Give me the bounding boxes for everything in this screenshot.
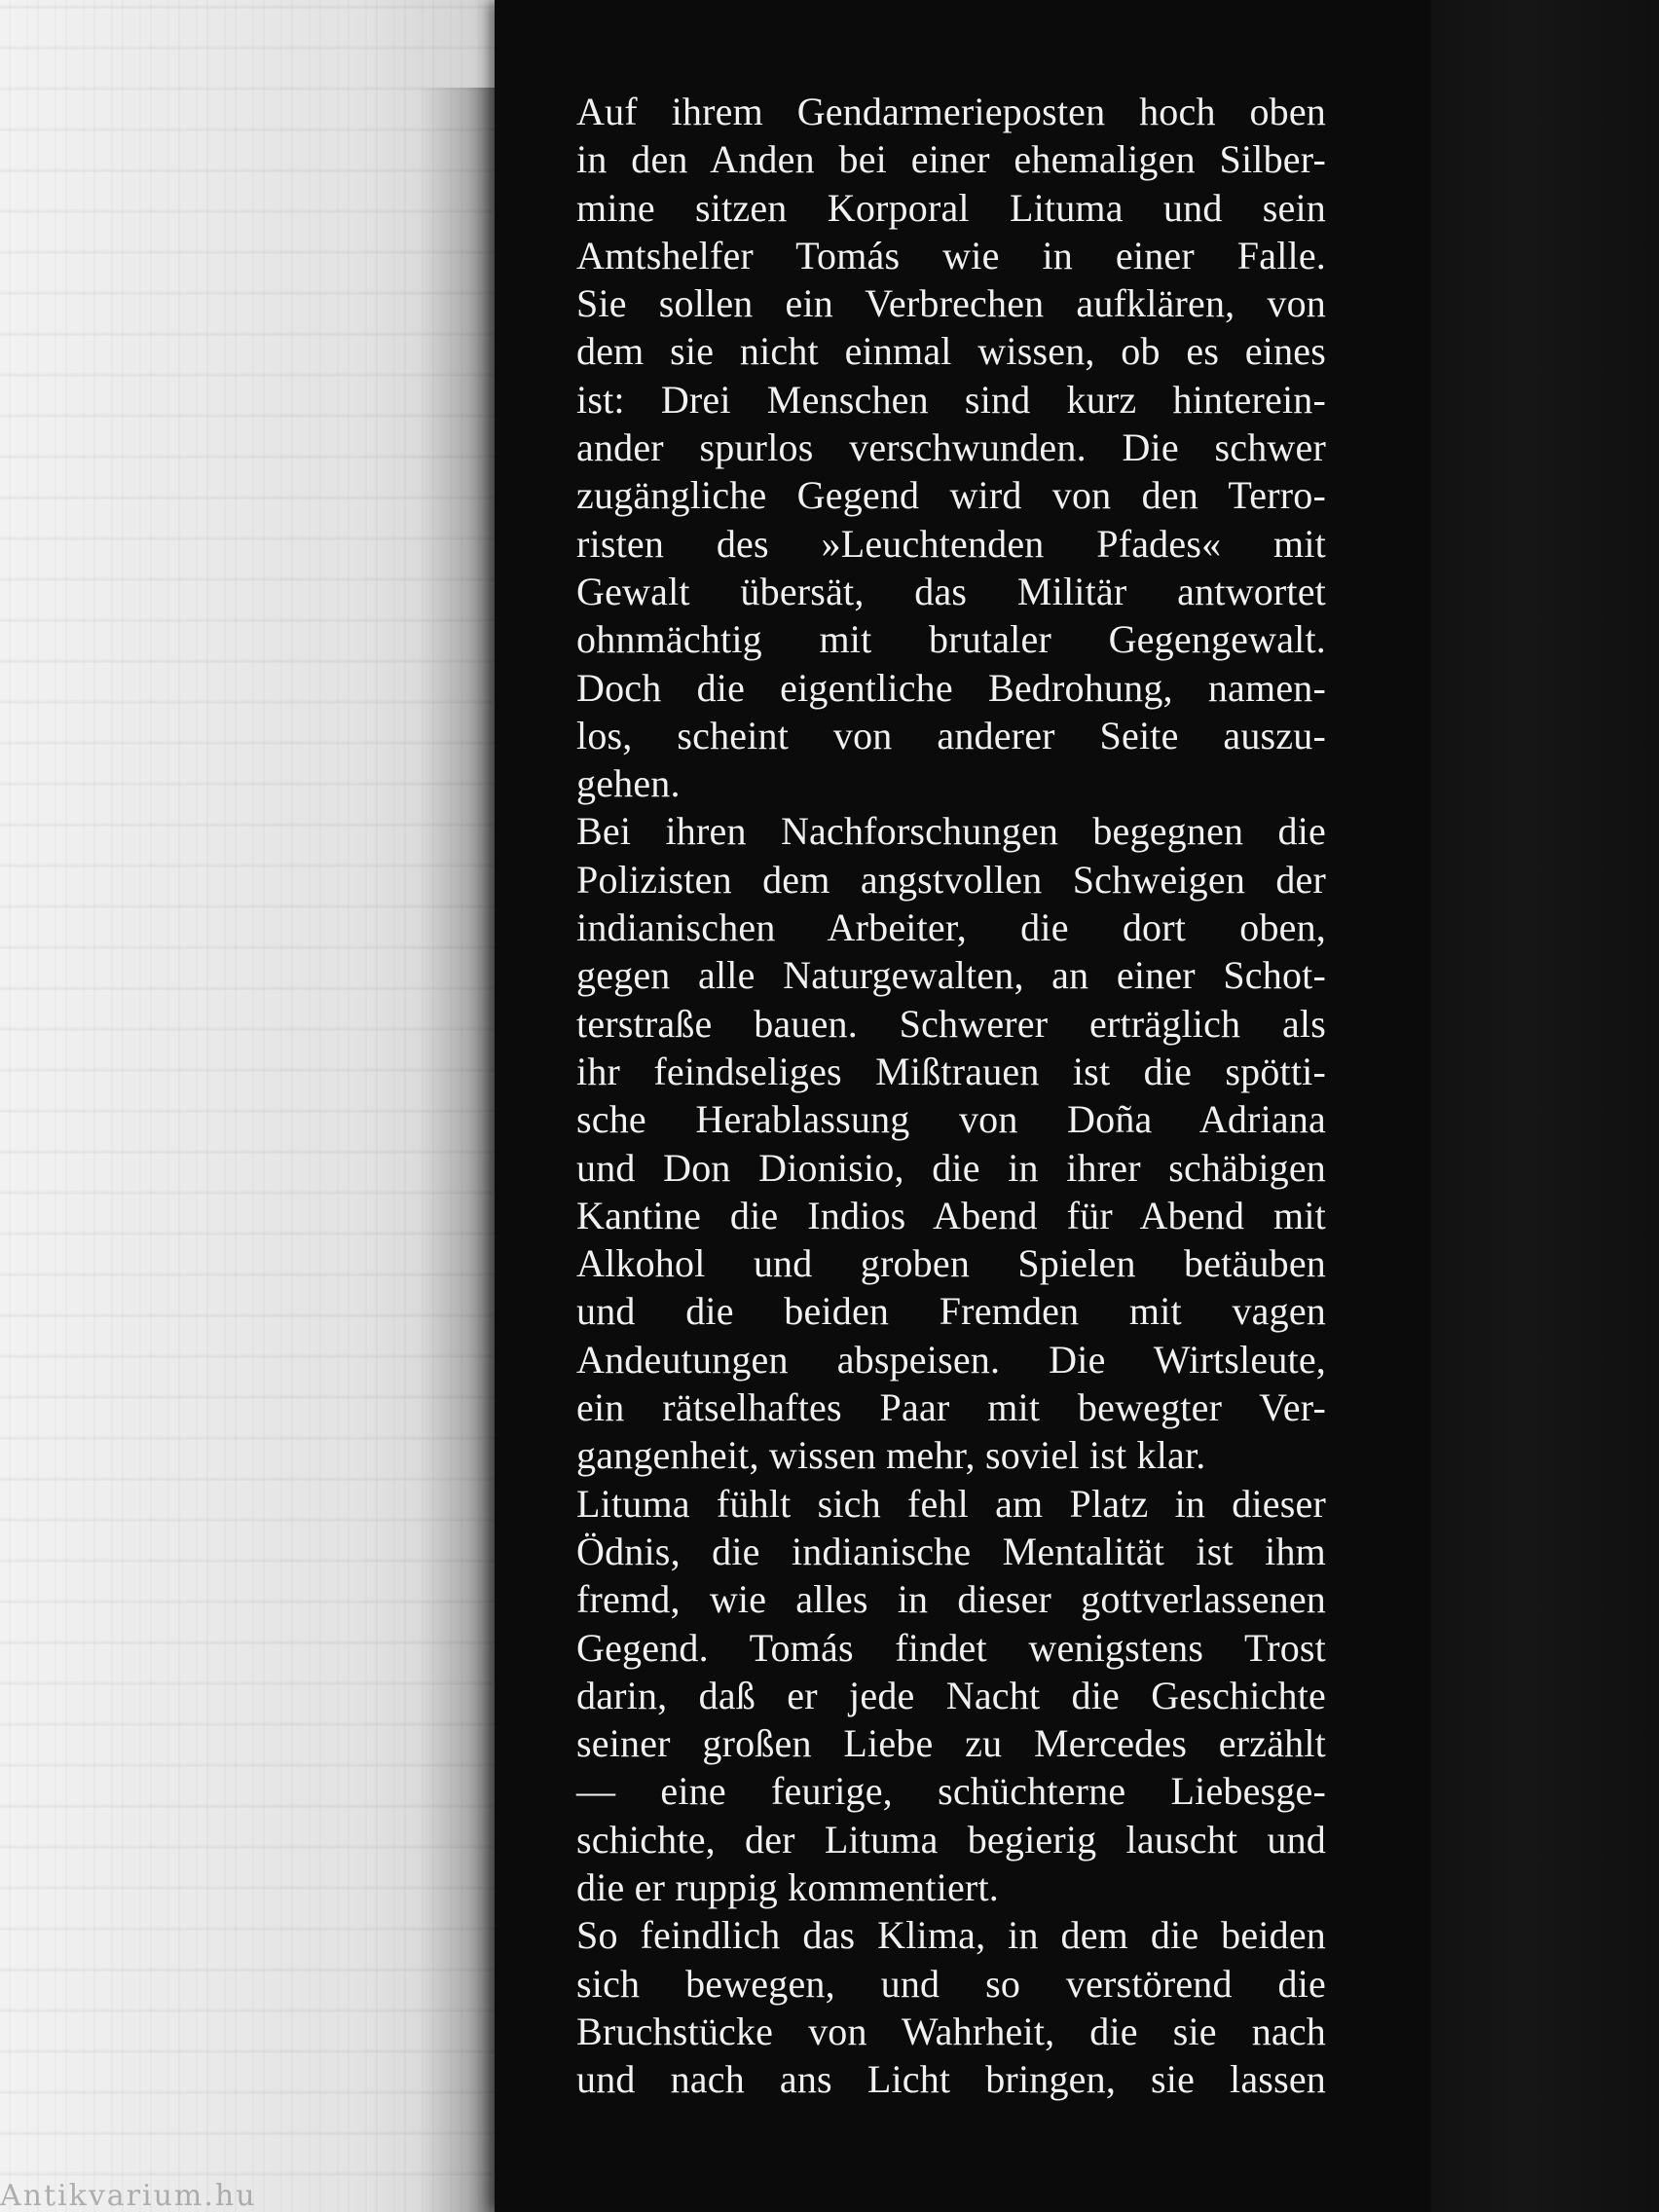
blurb-line: Lituma fühlt sich fehl am Platz in dieser bbox=[576, 1481, 1326, 1526]
blurb-line: Doch die eigentliche Bedrohung, namen- bbox=[576, 665, 1326, 710]
blurb-line: mine sitzen Korporal Lituma und sein bbox=[576, 185, 1326, 230]
blurb-line: sche Herablassung von Doña Adriana bbox=[576, 1097, 1326, 1142]
blurb-line: Andeutungen abspeisen. Die Wirtsleute, bbox=[576, 1337, 1326, 1382]
blurb-line: die er ruppig kommentiert. bbox=[576, 1864, 999, 1909]
blurb-line: und nach ans Licht bringen, sie lassen bbox=[576, 2057, 1326, 2102]
book-cover-edge bbox=[1431, 0, 1659, 2212]
blurb-line: So feindlich das Klima, in dem die beiden bbox=[576, 1913, 1326, 1958]
blurb-line: sich bewegen, und so verstörend die bbox=[576, 1961, 1326, 2006]
blurb-line: Gewalt übersät, das Militär antwortet bbox=[576, 569, 1326, 613]
blurb-text bbox=[576, 88, 1326, 2103]
blurb-line: Sie sollen ein Verbrechen aufklären, von bbox=[576, 281, 1326, 326]
book-edge-shadow bbox=[419, 88, 506, 2212]
watermark: Antikvarium.hu bbox=[0, 2179, 257, 2212]
blurb-line: ander spurlos verschwunden. Die schwer bbox=[576, 425, 1326, 470]
blurb-line: gehen. bbox=[576, 761, 681, 806]
blurb-line: Gegend. Tomás findet wenigstens Trost bbox=[576, 1625, 1326, 1670]
blurb-paragraph bbox=[576, 88, 1326, 807]
blurb-line: Bruchstücke von Wahrheit, die sie nach bbox=[576, 2009, 1326, 2053]
blurb-line: — eine feurige, schüchterne Liebesge- bbox=[576, 1769, 1326, 1814]
blurb-line: Alkohol und groben Spielen betäuben bbox=[576, 1241, 1326, 1286]
blurb-line: los, scheint von anderer Seite auszu- bbox=[576, 713, 1326, 757]
blurb-line: seiner großen Liebe zu Mercedes erzählt bbox=[576, 1721, 1326, 1766]
blurb-line: dem sie nicht einmal wissen, ob es eines bbox=[576, 329, 1326, 374]
blurb-line: Amtshelfer Tomás wie in einer Falle. bbox=[576, 233, 1326, 277]
blurb-line: Ödnis, die indianische Mentalität ist ihm bbox=[576, 1529, 1326, 1573]
blurb-line: in den Anden bei einer ehemaligen Silber- bbox=[576, 137, 1326, 182]
blurb-line: darin, daß er jede Nacht die Geschichte bbox=[576, 1673, 1326, 1717]
blurb-line: und die beiden Fremden mit vagen bbox=[576, 1289, 1326, 1334]
blurb-line: ist: Drei Menschen sind kurz hinterein- bbox=[576, 377, 1326, 422]
blurb-line: ein rätselhaftes Paar mit bewegter Ver- bbox=[576, 1385, 1326, 1430]
blurb-line: indianischen Arbeiter, die dort oben, bbox=[576, 905, 1326, 950]
blurb-line: ohnmächtig mit brutaler Gegengewalt. bbox=[576, 617, 1326, 662]
blurb-line: Bei ihren Nachforschungen begegnen die bbox=[576, 809, 1326, 854]
blurb-line: risten des »Leuchtenden Pfades« mit bbox=[576, 521, 1326, 566]
blurb-paragraph bbox=[576, 1911, 1326, 2103]
blurb-paragraph bbox=[576, 807, 1326, 1479]
blurb-line: gegen alle Naturgewalten, an einer Schot- bbox=[576, 953, 1326, 998]
blurb-line: fremd, wie alles in dieser gottverlassenen bbox=[576, 1577, 1326, 1622]
blurb-line: schichte, der Lituma begierig lauscht und bbox=[576, 1817, 1326, 1862]
blurb-line: gangenheit, wissen mehr, soviel ist klar. bbox=[576, 1433, 1206, 1478]
blurb-line: terstraße bauen. Schwerer erträglich als bbox=[576, 1001, 1326, 1046]
blurb-line: Kantine die Indios Abend für Abend mit bbox=[576, 1193, 1326, 1237]
blurb-line: Auf ihrem Gendarmerieposten hoch oben bbox=[576, 90, 1326, 133]
blurb-line: Polizisten dem angstvollen Schweigen der bbox=[576, 857, 1326, 902]
blurb-line: ihr feindseliges Mißtrauen ist die spötti- bbox=[576, 1049, 1326, 1093]
blurb-line: und Don Dionisio, die in ihrer schäbigen bbox=[576, 1145, 1326, 1190]
blurb-paragraph bbox=[576, 1480, 1326, 1912]
blurb-line: zugängliche Gegend wird von den Terro- bbox=[576, 473, 1326, 518]
